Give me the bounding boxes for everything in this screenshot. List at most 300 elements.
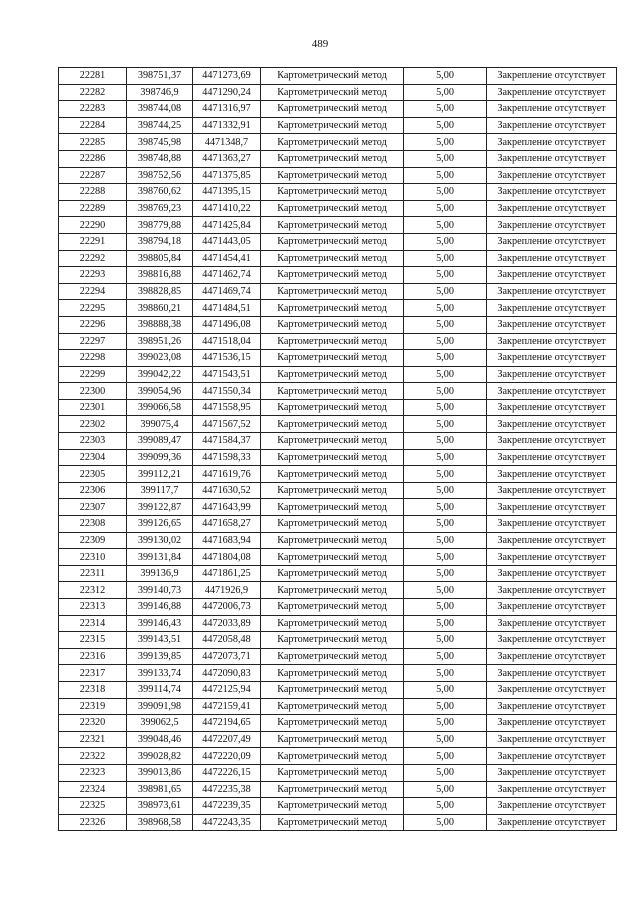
method-cell: Картометрический метод: [261, 532, 404, 549]
table-row: [59, 764, 617, 781]
x-coordinate-cell: 398968,58: [127, 814, 193, 831]
x-coordinate-cell: 399054,96: [127, 383, 193, 400]
x-coordinate-cell: 399122,87: [127, 499, 193, 516]
table-row: [59, 150, 617, 167]
method-cell: Картометрический метод: [261, 350, 404, 367]
accuracy-cell: 5,00: [404, 416, 487, 433]
x-coordinate-cell: 398816,88: [127, 267, 193, 284]
fixation-cell: Закрепление отсутствует: [487, 217, 617, 234]
point-number-cell: 22321: [59, 731, 127, 748]
fixation-cell: Закрепление отсутствует: [487, 681, 617, 698]
accuracy-cell: 5,00: [404, 748, 487, 765]
fixation-cell: Закрепление отсутствует: [487, 565, 617, 582]
y-coordinate-cell: 4472159,41: [193, 698, 261, 715]
point-number-cell: 22290: [59, 217, 127, 234]
table-row: [59, 781, 617, 798]
x-coordinate-cell: 399139,85: [127, 648, 193, 665]
fixation-cell: Закрепление отсутствует: [487, 383, 617, 400]
x-coordinate-cell: 398860,21: [127, 300, 193, 317]
method-cell: Картометрический метод: [261, 499, 404, 516]
table-row: [59, 565, 617, 582]
y-coordinate-cell: 4472239,35: [193, 798, 261, 815]
y-coordinate-cell: 4472226,15: [193, 764, 261, 781]
accuracy-cell: 5,00: [404, 101, 487, 118]
fixation-cell: Закрепление отсутствует: [487, 632, 617, 649]
y-coordinate-cell: 4471598,33: [193, 449, 261, 466]
accuracy-cell: 5,00: [404, 366, 487, 383]
point-number-cell: 22308: [59, 516, 127, 533]
method-cell: Картометрический метод: [261, 665, 404, 682]
fixation-cell: Закрепление отсутствует: [487, 117, 617, 134]
y-coordinate-cell: 4471804,08: [193, 549, 261, 566]
fixation-cell: Закрепление отсутствует: [487, 167, 617, 184]
accuracy-cell: 5,00: [404, 217, 487, 234]
fixation-cell: Закрепление отсутствует: [487, 416, 617, 433]
x-coordinate-cell: 398779,88: [127, 217, 193, 234]
y-coordinate-cell: 4471395,15: [193, 184, 261, 201]
y-coordinate-cell: 4472058,48: [193, 632, 261, 649]
table-row: [59, 101, 617, 118]
table-row: [59, 482, 617, 499]
boundary-points-table: [58, 67, 617, 831]
table-row: [59, 383, 617, 400]
accuracy-cell: 5,00: [404, 532, 487, 549]
y-coordinate-cell: 4472207,49: [193, 731, 261, 748]
point-number-cell: 22283: [59, 101, 127, 118]
method-cell: Картометрический метод: [261, 250, 404, 267]
accuracy-cell: 5,00: [404, 665, 487, 682]
method-cell: Картометрический метод: [261, 101, 404, 118]
method-cell: Картометрический метод: [261, 233, 404, 250]
accuracy-cell: 5,00: [404, 715, 487, 732]
method-cell: Картометрический метод: [261, 599, 404, 616]
table-row: [59, 681, 617, 698]
y-coordinate-cell: 4471332,91: [193, 117, 261, 134]
table-row: [59, 814, 617, 831]
accuracy-cell: 5,00: [404, 466, 487, 483]
accuracy-cell: 5,00: [404, 781, 487, 798]
fixation-cell: Закрепление отсутствует: [487, 698, 617, 715]
x-coordinate-cell: 398888,38: [127, 316, 193, 333]
y-coordinate-cell: 4471469,74: [193, 283, 261, 300]
fixation-cell: Закрепление отсутствует: [487, 582, 617, 599]
y-coordinate-cell: 4472235,38: [193, 781, 261, 798]
point-number-cell: 22323: [59, 764, 127, 781]
x-coordinate-cell: 399131,84: [127, 549, 193, 566]
table-row: [59, 449, 617, 466]
method-cell: Картометрический метод: [261, 764, 404, 781]
x-coordinate-cell: 398828,85: [127, 283, 193, 300]
table-row: [59, 416, 617, 433]
accuracy-cell: 5,00: [404, 632, 487, 649]
method-cell: Картометрический метод: [261, 748, 404, 765]
accuracy-cell: 5,00: [404, 267, 487, 284]
table-row: [59, 532, 617, 549]
fixation-cell: Закрепление отсутствует: [487, 366, 617, 383]
y-coordinate-cell: 4471363,27: [193, 150, 261, 167]
x-coordinate-cell: 398973,61: [127, 798, 193, 815]
fixation-cell: Закрепление отсутствует: [487, 300, 617, 317]
fixation-cell: Закрепление отсутствует: [487, 350, 617, 367]
x-coordinate-cell: 399048,46: [127, 731, 193, 748]
table-row: [59, 698, 617, 715]
x-coordinate-cell: 399143,51: [127, 632, 193, 649]
fixation-cell: Закрепление отсутствует: [487, 615, 617, 632]
y-coordinate-cell: 4471584,37: [193, 433, 261, 450]
point-number-cell: 22286: [59, 150, 127, 167]
y-coordinate-cell: 4471518,04: [193, 333, 261, 350]
y-coordinate-cell: 4472194,65: [193, 715, 261, 732]
accuracy-cell: 5,00: [404, 582, 487, 599]
x-coordinate-cell: 399112,21: [127, 466, 193, 483]
x-coordinate-cell: 399028,82: [127, 748, 193, 765]
fixation-cell: Закрепление отсутствует: [487, 798, 617, 815]
table-row: [59, 615, 617, 632]
accuracy-cell: 5,00: [404, 681, 487, 698]
x-coordinate-cell: 398794,18: [127, 233, 193, 250]
method-cell: Картометрический метод: [261, 316, 404, 333]
point-number-cell: 22307: [59, 499, 127, 516]
accuracy-cell: 5,00: [404, 84, 487, 101]
point-number-cell: 22326: [59, 814, 127, 831]
y-coordinate-cell: 4471443,05: [193, 233, 261, 250]
x-coordinate-cell: 398746,9: [127, 84, 193, 101]
point-number-cell: 22297: [59, 333, 127, 350]
method-cell: Картометрический метод: [261, 117, 404, 134]
method-cell: Картометрический метод: [261, 632, 404, 649]
accuracy-cell: 5,00: [404, 350, 487, 367]
accuracy-cell: 5,00: [404, 599, 487, 616]
y-coordinate-cell: 4471316,97: [193, 101, 261, 118]
accuracy-cell: 5,00: [404, 68, 487, 85]
table-row: [59, 217, 617, 234]
accuracy-cell: 5,00: [404, 150, 487, 167]
table-row: [59, 366, 617, 383]
method-cell: Картометрический метод: [261, 300, 404, 317]
table-row: [59, 134, 617, 151]
y-coordinate-cell: 4471543,51: [193, 366, 261, 383]
table-row: [59, 748, 617, 765]
fixation-cell: Закрепление отсутствует: [487, 781, 617, 798]
method-cell: Картометрический метод: [261, 150, 404, 167]
point-number-cell: 22301: [59, 399, 127, 416]
accuracy-cell: 5,00: [404, 300, 487, 317]
fixation-cell: Закрепление отсутствует: [487, 764, 617, 781]
y-coordinate-cell: 4471290,24: [193, 84, 261, 101]
x-coordinate-cell: 399133,74: [127, 665, 193, 682]
accuracy-cell: 5,00: [404, 764, 487, 781]
point-number-cell: 22284: [59, 117, 127, 134]
fixation-cell: Закрепление отсутствует: [487, 84, 617, 101]
table-row: [59, 84, 617, 101]
fixation-cell: Закрепление отсутствует: [487, 814, 617, 831]
fixation-cell: Закрепление отсутствует: [487, 648, 617, 665]
x-coordinate-cell: 398769,23: [127, 200, 193, 217]
fixation-cell: Закрепление отсутствует: [487, 599, 617, 616]
x-coordinate-cell: 399013,86: [127, 764, 193, 781]
table-row: [59, 499, 617, 516]
accuracy-cell: 5,00: [404, 200, 487, 217]
method-cell: Картометрический метод: [261, 731, 404, 748]
x-coordinate-cell: 399117,7: [127, 482, 193, 499]
table-row: [59, 267, 617, 284]
table-row: [59, 250, 617, 267]
point-number-cell: 22318: [59, 681, 127, 698]
y-coordinate-cell: 4471484,51: [193, 300, 261, 317]
x-coordinate-cell: 398951,26: [127, 333, 193, 350]
fixation-cell: Закрепление отсутствует: [487, 399, 617, 416]
point-number-cell: 22282: [59, 84, 127, 101]
point-number-cell: 22312: [59, 582, 127, 599]
table-row: [59, 399, 617, 416]
method-cell: Картометрический метод: [261, 516, 404, 533]
point-number-cell: 22322: [59, 748, 127, 765]
point-number-cell: 22319: [59, 698, 127, 715]
accuracy-cell: 5,00: [404, 549, 487, 566]
y-coordinate-cell: 4471462,74: [193, 267, 261, 284]
accuracy-cell: 5,00: [404, 648, 487, 665]
point-number-cell: 22289: [59, 200, 127, 217]
accuracy-cell: 5,00: [404, 499, 487, 516]
table-row: [59, 731, 617, 748]
table-row: [59, 316, 617, 333]
x-coordinate-cell: 399091,98: [127, 698, 193, 715]
method-cell: Картометрический метод: [261, 333, 404, 350]
x-coordinate-cell: 399023,08: [127, 350, 193, 367]
method-cell: Картометрический метод: [261, 681, 404, 698]
point-number-cell: 22306: [59, 482, 127, 499]
x-coordinate-cell: 399042,22: [127, 366, 193, 383]
table-row: [59, 333, 617, 350]
method-cell: Картометрический метод: [261, 798, 404, 815]
method-cell: Картометрический метод: [261, 781, 404, 798]
accuracy-cell: 5,00: [404, 233, 487, 250]
fixation-cell: Закрепление отсутствует: [487, 665, 617, 682]
point-number-cell: 22324: [59, 781, 127, 798]
point-number-cell: 22295: [59, 300, 127, 317]
x-coordinate-cell: 398981,65: [127, 781, 193, 798]
method-cell: Картометрический метод: [261, 399, 404, 416]
point-number-cell: 22292: [59, 250, 127, 267]
point-number-cell: 22302: [59, 416, 127, 433]
y-coordinate-cell: 4471273,69: [193, 68, 261, 85]
table-row: [59, 715, 617, 732]
table-row: [59, 200, 617, 217]
y-coordinate-cell: 4472125,94: [193, 681, 261, 698]
method-cell: Картометрический метод: [261, 200, 404, 217]
accuracy-cell: 5,00: [404, 399, 487, 416]
point-number-cell: 22298: [59, 350, 127, 367]
fixation-cell: Закрепление отсутствует: [487, 433, 617, 450]
y-coordinate-cell: 4471550,34: [193, 383, 261, 400]
method-cell: Картометрический метод: [261, 715, 404, 732]
method-cell: Картометрический метод: [261, 283, 404, 300]
y-coordinate-cell: 4471348,7: [193, 134, 261, 151]
accuracy-cell: 5,00: [404, 117, 487, 134]
method-cell: Картометрический метод: [261, 698, 404, 715]
point-number-cell: 22313: [59, 599, 127, 616]
x-coordinate-cell: 399126,65: [127, 516, 193, 533]
method-cell: Картометрический метод: [261, 565, 404, 582]
y-coordinate-cell: 4471630,52: [193, 482, 261, 499]
point-number-cell: 22285: [59, 134, 127, 151]
y-coordinate-cell: 4471410,22: [193, 200, 261, 217]
y-coordinate-cell: 4471558,95: [193, 399, 261, 416]
table-row: [59, 582, 617, 599]
x-coordinate-cell: 398744,08: [127, 101, 193, 118]
fixation-cell: Закрепление отсутствует: [487, 731, 617, 748]
y-coordinate-cell: 4472033,89: [193, 615, 261, 632]
fixation-cell: Закрепление отсутствует: [487, 283, 617, 300]
method-cell: Картометрический метод: [261, 482, 404, 499]
table-row: [59, 549, 617, 566]
method-cell: Картометрический метод: [261, 184, 404, 201]
point-number-cell: 22317: [59, 665, 127, 682]
table-body: [59, 68, 617, 831]
table-row: [59, 665, 617, 682]
fixation-cell: Закрепление отсутствует: [487, 466, 617, 483]
point-number-cell: 22293: [59, 267, 127, 284]
y-coordinate-cell: 4471454,41: [193, 250, 261, 267]
y-coordinate-cell: 4471425,84: [193, 217, 261, 234]
x-coordinate-cell: 398805,84: [127, 250, 193, 267]
x-coordinate-cell: 399075,4: [127, 416, 193, 433]
x-coordinate-cell: 399130,02: [127, 532, 193, 549]
method-cell: Картометрический метод: [261, 582, 404, 599]
point-number-cell: 22305: [59, 466, 127, 483]
accuracy-cell: 5,00: [404, 482, 487, 499]
x-coordinate-cell: 399099,36: [127, 449, 193, 466]
point-number-cell: 22303: [59, 433, 127, 450]
table-row: [59, 466, 617, 483]
accuracy-cell: 5,00: [404, 383, 487, 400]
table-row: [59, 233, 617, 250]
x-coordinate-cell: 398745,98: [127, 134, 193, 151]
fixation-cell: Закрепление отсутствует: [487, 516, 617, 533]
y-coordinate-cell: 4471567,52: [193, 416, 261, 433]
accuracy-cell: 5,00: [404, 250, 487, 267]
point-number-cell: 22281: [59, 68, 127, 85]
method-cell: Картометрический метод: [261, 217, 404, 234]
point-number-cell: 22300: [59, 383, 127, 400]
table-row: [59, 167, 617, 184]
fixation-cell: Закрепление отсутствует: [487, 333, 617, 350]
point-number-cell: 22304: [59, 449, 127, 466]
point-number-cell: 22314: [59, 615, 127, 632]
point-number-cell: 22320: [59, 715, 127, 732]
point-number-cell: 22299: [59, 366, 127, 383]
y-coordinate-cell: 4472073,71: [193, 648, 261, 665]
fixation-cell: Закрепление отсутствует: [487, 748, 617, 765]
method-cell: Картометрический метод: [261, 466, 404, 483]
accuracy-cell: 5,00: [404, 798, 487, 815]
table-row: [59, 433, 617, 450]
point-number-cell: 22309: [59, 532, 127, 549]
x-coordinate-cell: 399136,9: [127, 565, 193, 582]
y-coordinate-cell: 4471375,85: [193, 167, 261, 184]
accuracy-cell: 5,00: [404, 316, 487, 333]
point-number-cell: 22291: [59, 233, 127, 250]
x-coordinate-cell: 399146,43: [127, 615, 193, 632]
fixation-cell: Закрепление отсутствует: [487, 68, 617, 85]
method-cell: Картометрический метод: [261, 134, 404, 151]
point-number-cell: 22296: [59, 316, 127, 333]
fixation-cell: Закрепление отсутствует: [487, 250, 617, 267]
x-coordinate-cell: 398744,25: [127, 117, 193, 134]
method-cell: Картометрический метод: [261, 84, 404, 101]
method-cell: Картометрический метод: [261, 366, 404, 383]
method-cell: Картометрический метод: [261, 267, 404, 284]
x-coordinate-cell: 398760,62: [127, 184, 193, 201]
y-coordinate-cell: 4471643,99: [193, 499, 261, 516]
table-row: [59, 632, 617, 649]
table-row: [59, 184, 617, 201]
y-coordinate-cell: 4471861,25: [193, 565, 261, 582]
fixation-cell: Закрепление отсутствует: [487, 549, 617, 566]
x-coordinate-cell: 398752,56: [127, 167, 193, 184]
table-row: [59, 117, 617, 134]
method-cell: Картометрический метод: [261, 383, 404, 400]
x-coordinate-cell: 399066,58: [127, 399, 193, 416]
fixation-cell: Закрепление отсутствует: [487, 715, 617, 732]
fixation-cell: Закрепление отсутствует: [487, 532, 617, 549]
accuracy-cell: 5,00: [404, 449, 487, 466]
accuracy-cell: 5,00: [404, 698, 487, 715]
accuracy-cell: 5,00: [404, 134, 487, 151]
method-cell: Картометрический метод: [261, 648, 404, 665]
table-row: [59, 68, 617, 85]
table-row: [59, 798, 617, 815]
point-number-cell: 22311: [59, 565, 127, 582]
point-number-cell: 22287: [59, 167, 127, 184]
accuracy-cell: 5,00: [404, 814, 487, 831]
fixation-cell: Закрепление отсутствует: [487, 267, 617, 284]
x-coordinate-cell: 399062,5: [127, 715, 193, 732]
table-row: [59, 648, 617, 665]
table-row: [59, 599, 617, 616]
method-cell: Картометрический метод: [261, 68, 404, 85]
fixation-cell: Закрепление отсутствует: [487, 482, 617, 499]
table-row: [59, 516, 617, 533]
y-coordinate-cell: 4472090,83: [193, 665, 261, 682]
fixation-cell: Закрепление отсутствует: [487, 200, 617, 217]
fixation-cell: Закрепление отсутствует: [487, 184, 617, 201]
fixation-cell: Закрепление отсутствует: [487, 150, 617, 167]
y-coordinate-cell: 4472220,09: [193, 748, 261, 765]
y-coordinate-cell: 4471683,94: [193, 532, 261, 549]
x-coordinate-cell: 398748,88: [127, 150, 193, 167]
method-cell: Картометрический метод: [261, 433, 404, 450]
x-coordinate-cell: 399146,88: [127, 599, 193, 616]
fixation-cell: Закрепление отсутствует: [487, 233, 617, 250]
y-coordinate-cell: 4471536,15: [193, 350, 261, 367]
fixation-cell: Закрепление отсутствует: [487, 101, 617, 118]
point-number-cell: 22310: [59, 549, 127, 566]
x-coordinate-cell: 399140,73: [127, 582, 193, 599]
point-number-cell: 22294: [59, 283, 127, 300]
accuracy-cell: 5,00: [404, 283, 487, 300]
point-number-cell: 22315: [59, 632, 127, 649]
y-coordinate-cell: 4471926,9: [193, 582, 261, 599]
accuracy-cell: 5,00: [404, 565, 487, 582]
accuracy-cell: 5,00: [404, 184, 487, 201]
fixation-cell: Закрепление отсутствует: [487, 316, 617, 333]
accuracy-cell: 5,00: [404, 615, 487, 632]
y-coordinate-cell: 4471496,08: [193, 316, 261, 333]
fixation-cell: Закрепление отсутствует: [487, 499, 617, 516]
method-cell: Картометрический метод: [261, 615, 404, 632]
accuracy-cell: 5,00: [404, 516, 487, 533]
